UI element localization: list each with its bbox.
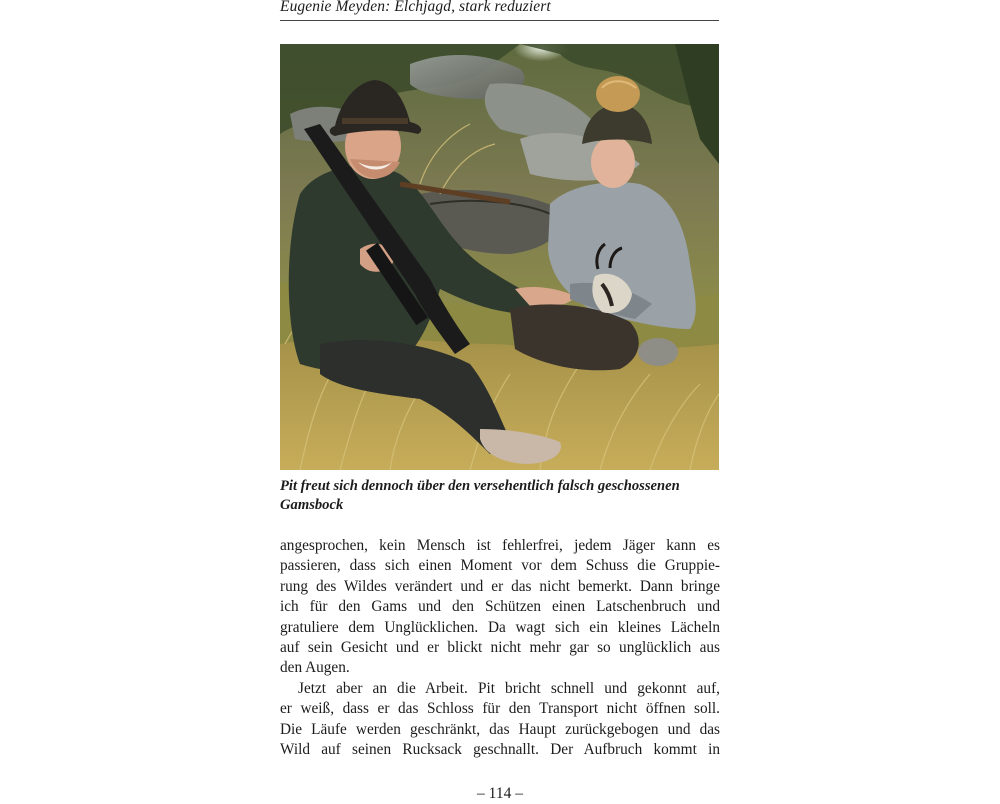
text-line: passieren, dass sich einen Moment vor dem Schuss die Gruppie- xyxy=(280,557,720,575)
photo-stone xyxy=(638,338,678,366)
text-line: Wild auf seinen Rucksack geschnallt. Der Aufbruch kommt in xyxy=(280,740,720,758)
book-page xyxy=(280,0,720,800)
text-line: auf sein Gesicht und er blickt nicht mehr gar so unglücklich aus xyxy=(280,638,720,656)
text-line: ich für den Gams und den Schützen einen Latschenbruch und xyxy=(280,598,720,616)
running-header: Eugenie Meyden: Elchjagd, stark reduziert xyxy=(280,0,551,15)
text-line: den Augen. xyxy=(280,659,350,677)
caption-line: Gamsbock xyxy=(280,497,344,513)
photo-woman-face xyxy=(591,136,635,188)
text-line: rung des Wildes verändert und er das nicht bemerkt. Dann bringe xyxy=(280,577,720,595)
text-line: angesprochen, kein Mensch ist fehlerfrei, jedem Jäger kann es xyxy=(280,537,720,554)
text-line: gratuliere dem Unglücklichen. Da wagt sich ein kleines Lächeln xyxy=(280,618,720,636)
caption-line: Pit freut sich dennoch über den versehentlich falsch geschossenen xyxy=(280,478,680,494)
text-line: er weiß, dass er das Schloss für den Transport nicht öffnen soll. xyxy=(280,700,720,718)
photo-hunters-with-chamois xyxy=(280,44,719,470)
figure-caption xyxy=(280,477,720,515)
body-text xyxy=(280,536,720,760)
page-number: – 114 – xyxy=(477,785,523,802)
header-rule xyxy=(280,20,719,21)
text-line: Jetzt aber an die Arbeit. Pit bricht schnell und gekonnt auf, xyxy=(298,679,720,697)
text-line: Die Läufe werden geschränkt, das Haupt zurückgebogen und das xyxy=(280,720,720,738)
